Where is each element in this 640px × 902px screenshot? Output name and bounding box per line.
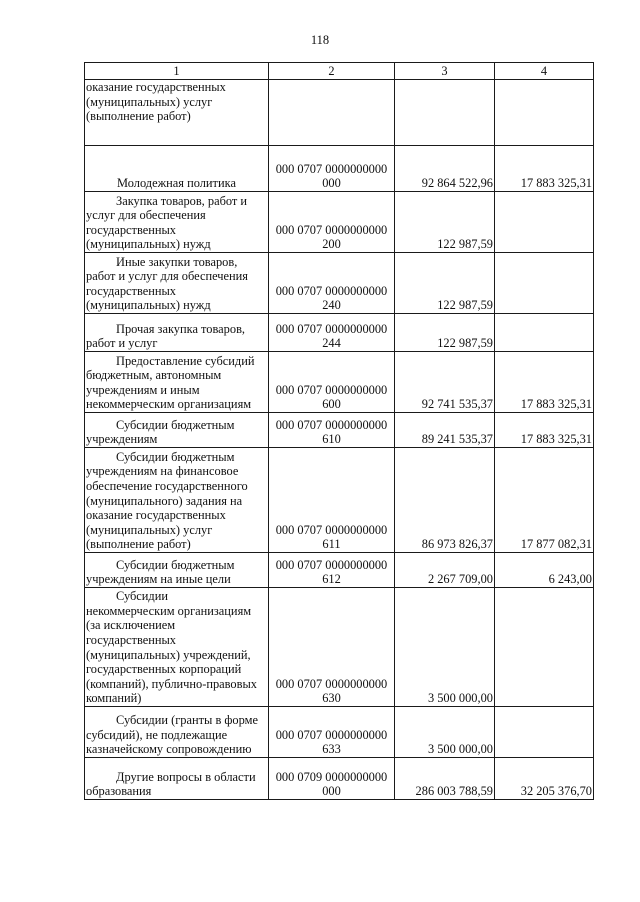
row-code: 000 0707 0000000000 630 [269, 588, 395, 707]
row-sum-2: 32 205 376,70 [495, 758, 594, 800]
row-sum-2 [495, 192, 594, 253]
row-sum-2: 17 883 325,31 [495, 352, 594, 413]
row-name: Субсидии бюджетным учреждениям на финансовое обеспечение государственного (муниципального) задания на оказание государственных (муниципальных) услуг (выполнение работ) [85, 448, 269, 553]
row-name: Субсидии некоммерческим организациям (за исключением государственных (муниципальных) учреждений, государственных корпораций (компаний), публично-правовых компаний) [85, 588, 269, 707]
page-number: 118 [310, 33, 330, 47]
row-sum: 122 987,59 [395, 314, 495, 352]
row-sum-2: 6 243,00 [495, 553, 594, 588]
row-name: Субсидии бюджетным учреждениям [85, 413, 269, 448]
row-code: 000 0707 0000000000 612 [269, 553, 395, 588]
table-row [85, 352, 594, 413]
row-name: Другие вопросы в области образования [85, 758, 269, 800]
row-sum: 122 987,59 [395, 192, 495, 253]
row-sum-2: 17 877 082,31 [495, 448, 594, 553]
row-sum-2 [495, 707, 594, 758]
column-header: 2 [269, 63, 395, 80]
row-code: 000 0707 0000000000 611 [269, 448, 395, 553]
row-code [269, 80, 395, 146]
row-code: 000 0707 0000000000 200 [269, 192, 395, 253]
table-row [85, 192, 594, 253]
row-sum-2 [495, 588, 594, 707]
table-row [85, 80, 594, 146]
row-sum: 86 973 826,37 [395, 448, 495, 553]
table-row [85, 413, 594, 448]
row-sum-2: 17 883 325,31 [495, 413, 594, 448]
row-name: Субсидии (гранты в форме субсидий), не подлежащие казначейскому сопровождению [85, 707, 269, 758]
column-header: 1 [85, 63, 269, 80]
row-sum-2 [495, 314, 594, 352]
table-row [85, 253, 594, 314]
table-row [85, 146, 594, 192]
row-code: 000 0709 0000000000 000 [269, 758, 395, 800]
row-name: Субсидии бюджетным учреждениям на иные цели [85, 553, 269, 588]
table-row [85, 707, 594, 758]
row-name: Закупка товаров, работ и услуг для обеспечения государственных (муниципальных) нужд [85, 192, 269, 253]
row-name: Прочая закупка товаров, работ и услуг [85, 314, 269, 352]
table-row [85, 314, 594, 352]
table-row [85, 448, 594, 553]
row-sum: 92 741 535,37 [395, 352, 495, 413]
row-sum [395, 80, 495, 146]
row-sum-2: 17 883 325,31 [495, 146, 594, 192]
table-row [85, 553, 594, 588]
table-row [85, 588, 594, 707]
row-sum: 92 864 522,96 [395, 146, 495, 192]
row-code: 000 0707 0000000000 000 [269, 146, 395, 192]
budget-table [84, 62, 594, 800]
row-sum: 286 003 788,59 [395, 758, 495, 800]
row-code: 000 0707 0000000000 633 [269, 707, 395, 758]
row-code: 000 0707 0000000000 240 [269, 253, 395, 314]
table-header-row [85, 63, 594, 80]
row-sum: 3 500 000,00 [395, 588, 495, 707]
row-name: Предоставление субсидий бюджетным, автономным учреждениям и иным некоммерческим организациям [85, 352, 269, 413]
row-name: оказание государственных (муниципальных) услуг (выполнение работ) [85, 80, 269, 146]
row-sum: 122 987,59 [395, 253, 495, 314]
column-header: 4 [495, 63, 594, 80]
row-sum: 89 241 535,37 [395, 413, 495, 448]
row-code: 000 0707 0000000000 600 [269, 352, 395, 413]
table-row [85, 758, 594, 800]
column-header: 3 [395, 63, 495, 80]
row-sum: 2 267 709,00 [395, 553, 495, 588]
row-code: 000 0707 0000000000 610 [269, 413, 395, 448]
row-sum: 3 500 000,00 [395, 707, 495, 758]
row-sum-2 [495, 253, 594, 314]
row-sum-2 [495, 80, 594, 146]
row-code: 000 0707 0000000000 244 [269, 314, 395, 352]
row-name: Иные закупки товаров, работ и услуг для обеспечения государственных (муниципальных) нужд [85, 253, 269, 314]
row-name: Молодежная политика [85, 146, 269, 192]
budget-table-body [85, 63, 594, 800]
